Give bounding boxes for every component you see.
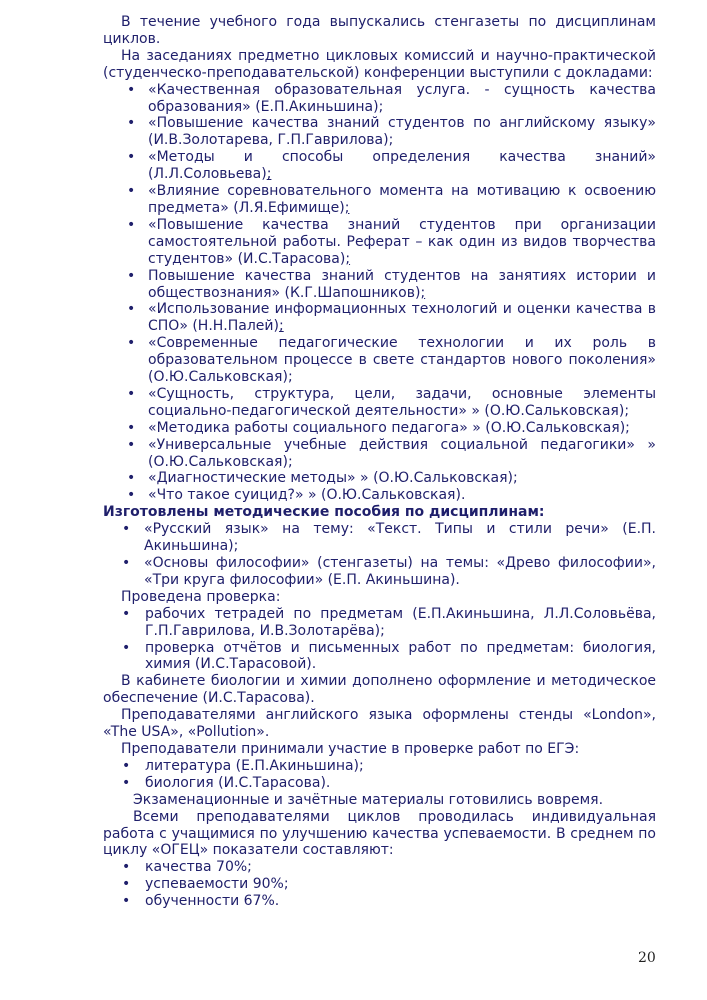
reports-list xyxy=(103,82,656,505)
paragraph-conference: На заседаниях предметно цикловых комиссий и научно-практической (студенческо-преподавательской) конференции выступили с докладами: xyxy=(103,47,656,81)
list-item: • «Диагностические методы» » (О.Ю.Сальковская); xyxy=(103,470,656,487)
list-item: • успеваемости 90%; xyxy=(103,876,656,893)
document-body xyxy=(103,14,656,910)
list-item: • «Влияние соревновательного момента на мотивацию к освоению предмета» (Л.Я.Ефимище); xyxy=(103,183,656,217)
paragraph-biology: В кабинете биологии и химии дополнено оформление и методическое обеспечение (И.С.Тарасова). xyxy=(103,673,656,707)
paragraph-exam: Экзаменационные и зачётные материалы готовились вовремя. xyxy=(133,791,604,808)
list-item: • рабочих тетрадей по предметам (Е.П.Акиньшина, Л.Л.Соловьёва, Г.П.Гаврилова, И.В.Золотарёва); xyxy=(103,606,656,640)
list-item: • «Качественная образовательная услуга. - сущность качества образования» (Е.П.Акиньшина); xyxy=(103,82,656,116)
ege-heading: Преподаватели принимали участие в проверке работ по ЕГЭ: xyxy=(121,740,580,757)
ege-list xyxy=(103,758,656,792)
list-item: • «Использование информационных технологий и оценки качества в СПО» (Н.Н.Палей); xyxy=(103,301,656,335)
page-number: 20 xyxy=(638,950,656,966)
list-item: • «Повышение качества знаний студентов при организации самостоятельной работы. Реферат – как один из видов творчества студентов» (И.С.Тарасова); xyxy=(103,217,656,268)
list-item: • Повышение качества знаний студентов на занятиях истории и обществознания» (К.Г.Шапошников); xyxy=(103,268,656,302)
stats-list xyxy=(103,859,656,910)
list-item: • биология (И.С.Тарасова). xyxy=(103,775,656,792)
paragraph-english: Преподавателями английского языка оформлены стенды «London», «The USA», «Pollution». xyxy=(103,707,656,741)
list-item: • обученности 67%. xyxy=(103,893,656,910)
list-item: • «Русский язык» на тему: «Текст. Типы и стили речи» (Е.П. Акиньшина); xyxy=(103,521,656,555)
list-item: • «Методы и способы определения качества знаний» (Л.Л.Соловьева); xyxy=(103,149,656,183)
paragraph-newspapers: В течение учебного года выпускались стенгазеты по дисциплинам циклов. xyxy=(103,14,656,47)
manuals-list xyxy=(103,521,656,589)
list-item: • «Методика работы социального педагога» » (О.Ю.Сальковская); xyxy=(103,420,656,437)
list-item: • проверка отчётов и письменных работ по предметам: биология, химия (И.С.Тарасовой). xyxy=(103,640,656,674)
paragraph-individual: Всеми преподавателями циклов проводилась индивидуальная работа с учащимися по улучшению качества успеваемости. В среднем по циклу «ОГЕЦ» показатели составляют: xyxy=(103,808,656,859)
list-item: • «Универсальные учебные действия социальной педагогики» » (О.Ю.Сальковская); xyxy=(103,437,656,471)
list-item: • «Современные педагогические технологии и их роль в образовательном процессе в свете стандартов нового поколения» (О.Ю.Сальковская); xyxy=(103,335,656,386)
list-item: • «Что такое суицид?» » (О.Ю.Сальковская). xyxy=(103,487,656,504)
list-item: • литература (Е.П.Акиньшина); xyxy=(103,758,656,775)
check-heading: Проведена проверка: xyxy=(121,588,281,605)
list-item: • качества 70%; xyxy=(103,859,656,876)
section-heading-manuals: Изготовлены методические пособия по дисциплинам: xyxy=(103,504,545,521)
list-item: • «Основы философии» (стенгазеты) на темы: «Древо философии», «Три круга философии» (Е.П. Акиньшина). xyxy=(103,555,656,589)
list-item: • «Повышение качества знаний студентов по английскому языку» (И.В.Золотарева, Г.П.Гаврилова); xyxy=(103,115,656,149)
checks-list xyxy=(103,606,656,674)
list-item: • «Сущность, структура, цели, задачи, основные элементы социально-педагогической деятельности» » (О.Ю.Сальковская); xyxy=(103,386,656,420)
